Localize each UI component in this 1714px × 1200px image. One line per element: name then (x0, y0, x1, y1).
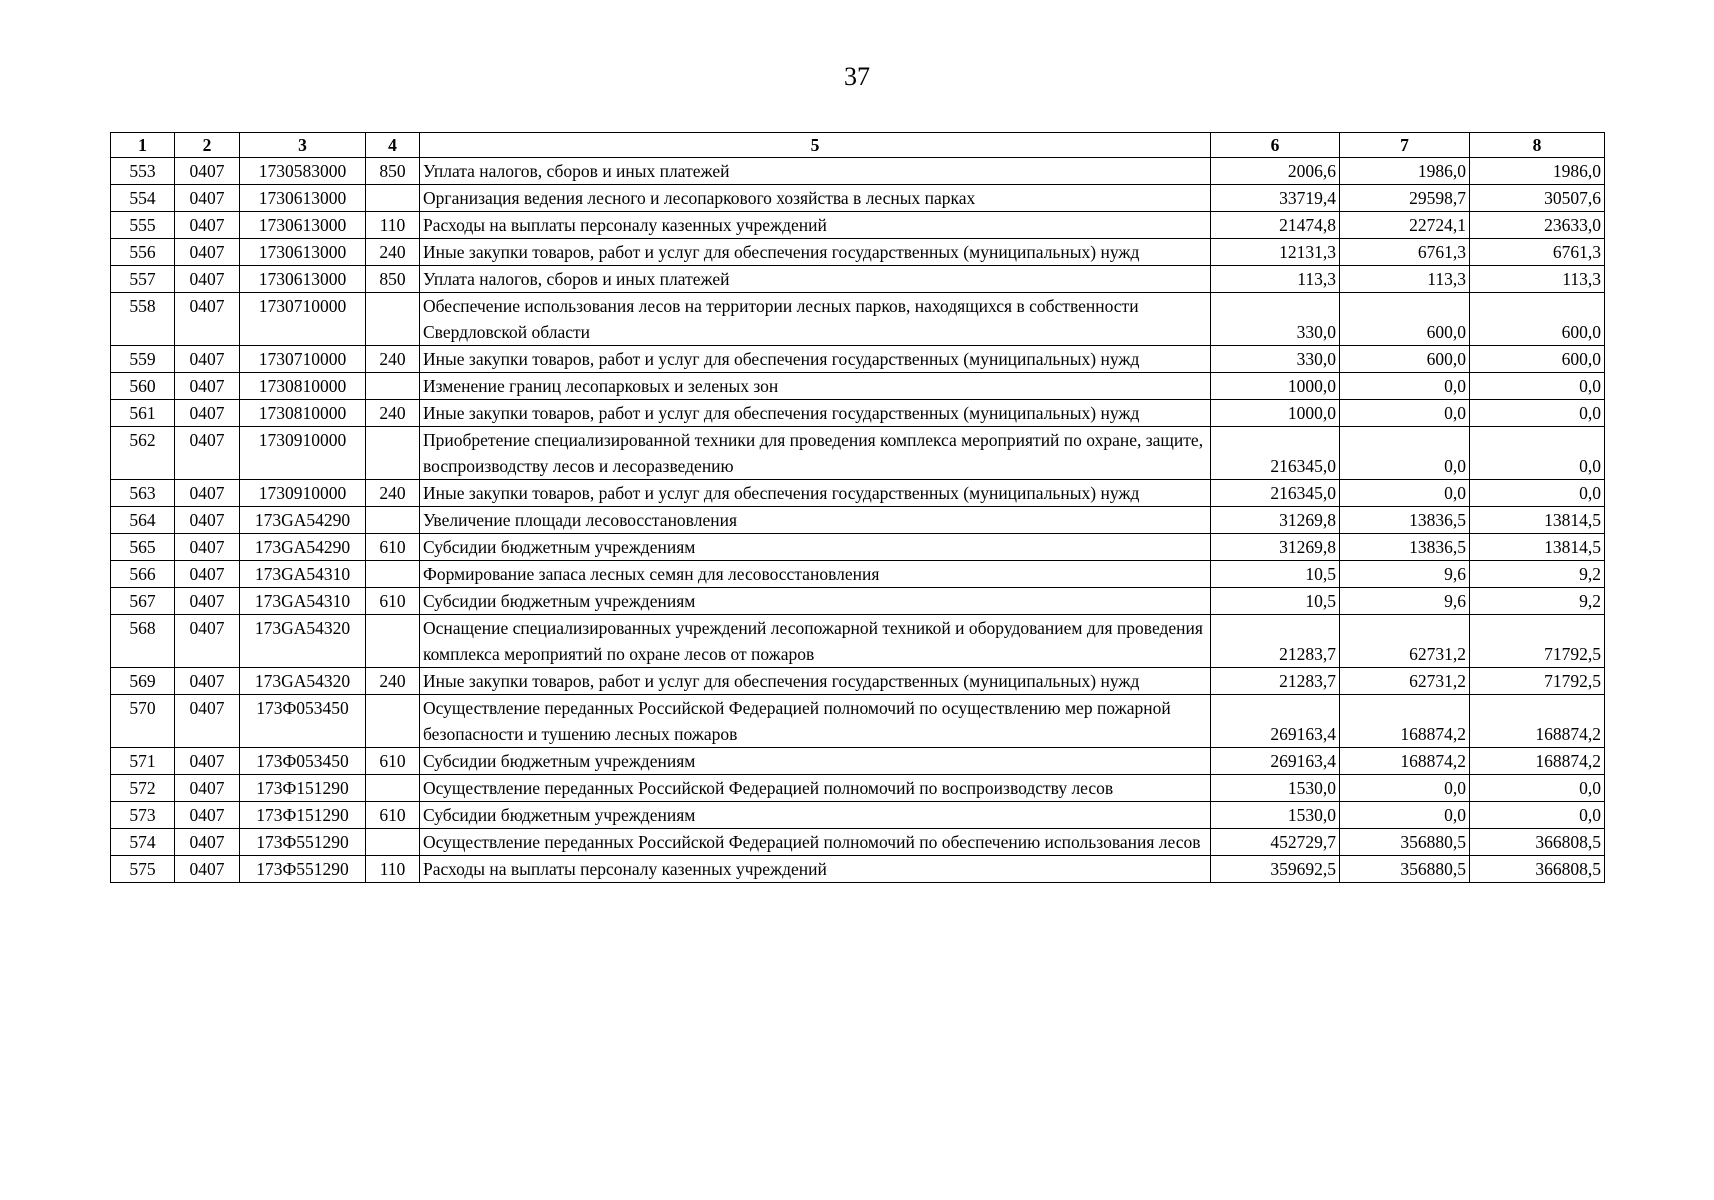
row-number: 564 (111, 507, 175, 534)
table-row (111, 775, 1605, 802)
item-name: Иные закупки товаров, работ и услуг для обеспечения государственных (муниципальных) нужд (420, 239, 1211, 266)
amount-col-8: 9,2 (1470, 588, 1605, 615)
section-code: 0407 (175, 775, 240, 802)
target-article-code: 1730613000 (240, 185, 366, 212)
amount-col-8: 366808,5 (1470, 856, 1605, 883)
amount-col-8: 13814,5 (1470, 507, 1605, 534)
amount-col-7: 600,0 (1340, 293, 1470, 346)
amount-col-8: 1986,0 (1470, 158, 1605, 185)
amount-col-8: 0,0 (1470, 480, 1605, 507)
item-name: Расходы на выплаты персоналу казенных учреждений (420, 856, 1211, 883)
amount-col-8: 71792,5 (1470, 615, 1605, 668)
section-code: 0407 (175, 829, 240, 856)
expense-type-code (366, 829, 420, 856)
amount-col-6: 31269,8 (1211, 534, 1340, 561)
target-article-code: 173GA54310 (240, 588, 366, 615)
section-code: 0407 (175, 293, 240, 346)
section-code: 0407 (175, 668, 240, 695)
expense-type-code: 850 (366, 266, 420, 293)
amount-col-6: 21474,8 (1211, 212, 1340, 239)
amount-col-8: 0,0 (1470, 400, 1605, 427)
table-row (111, 534, 1605, 561)
item-name: Иные закупки товаров, работ и услуг для обеспечения государственных (муниципальных) нужд (420, 346, 1211, 373)
expense-type-code (366, 561, 420, 588)
amount-col-7: 168874,2 (1340, 748, 1470, 775)
item-name: Формирование запаса лесных семян для лесовосстановления (420, 561, 1211, 588)
amount-col-6: 330,0 (1211, 293, 1340, 346)
amount-col-7: 0,0 (1340, 480, 1470, 507)
table-row (111, 158, 1605, 185)
table-row (111, 856, 1605, 883)
expense-type-code: 610 (366, 534, 420, 561)
table-row (111, 480, 1605, 507)
target-article-code: 173GA54310 (240, 561, 366, 588)
expense-type-code (366, 507, 420, 534)
table-row (111, 748, 1605, 775)
item-name: Осуществление переданных Российской Федерацией полномочий по обеспечению использования лесов (420, 829, 1211, 856)
amount-col-6: 10,5 (1211, 561, 1340, 588)
target-article-code: 173GA54320 (240, 668, 366, 695)
item-name: Уплата налогов, сборов и иных платежей (420, 266, 1211, 293)
amount-col-8: 366808,5 (1470, 829, 1605, 856)
amount-col-7: 62731,2 (1340, 668, 1470, 695)
row-number: 573 (111, 802, 175, 829)
amount-col-6: 269163,4 (1211, 748, 1340, 775)
amount-col-8: 9,2 (1470, 561, 1605, 588)
amount-col-7: 22724,1 (1340, 212, 1470, 239)
amount-col-8: 30507,6 (1470, 185, 1605, 212)
section-code: 0407 (175, 158, 240, 185)
expense-type-code: 610 (366, 588, 420, 615)
amount-col-7: 9,6 (1340, 588, 1470, 615)
amount-col-7: 13836,5 (1340, 534, 1470, 561)
expense-type-code: 240 (366, 239, 420, 266)
expense-type-code (366, 695, 420, 748)
section-code: 0407 (175, 373, 240, 400)
amount-col-6: 216345,0 (1211, 480, 1340, 507)
amount-col-6: 113,3 (1211, 266, 1340, 293)
row-number: 568 (111, 615, 175, 668)
amount-col-7: 62731,2 (1340, 615, 1470, 668)
section-code: 0407 (175, 212, 240, 239)
table-row (111, 212, 1605, 239)
expense-type-code (366, 427, 420, 480)
item-name: Расходы на выплаты персоналу казенных учреждений (420, 212, 1211, 239)
section-code: 0407 (175, 802, 240, 829)
row-number: 569 (111, 668, 175, 695)
target-article-code: 1730710000 (240, 346, 366, 373)
target-article-code: 1730910000 (240, 427, 366, 480)
item-name: Приобретение специализированной техники для проведения комплекса мероприятий по охране, защите, воспроизводству лесов и лесоразведению (420, 427, 1211, 480)
expense-type-code: 240 (366, 480, 420, 507)
table-row (111, 507, 1605, 534)
amount-col-7: 0,0 (1340, 400, 1470, 427)
expense-type-code (366, 293, 420, 346)
item-name: Обеспечение использования лесов на территории лесных парков, находящихся в собственности Свердловской области (420, 293, 1211, 346)
row-number: 563 (111, 480, 175, 507)
target-article-code: 173Ф151290 (240, 775, 366, 802)
expense-type-code: 850 (366, 158, 420, 185)
expense-type-code: 610 (366, 802, 420, 829)
amount-col-8: 6761,3 (1470, 239, 1605, 266)
table-row (111, 239, 1605, 266)
amount-col-8: 0,0 (1470, 373, 1605, 400)
row-number: 560 (111, 373, 175, 400)
table-row (111, 346, 1605, 373)
amount-col-6: 21283,7 (1211, 615, 1340, 668)
row-number: 558 (111, 293, 175, 346)
column-header: 5 (420, 133, 1211, 158)
amount-col-6: 269163,4 (1211, 695, 1340, 748)
target-article-code: 1730613000 (240, 239, 366, 266)
amount-col-8: 13814,5 (1470, 534, 1605, 561)
target-article-code: 1730810000 (240, 400, 366, 427)
section-code: 0407 (175, 695, 240, 748)
item-name: Осуществление переданных Российской Федерацией полномочий по осуществлению мер пожарной безопасности и тушению лесных пожаров (420, 695, 1211, 748)
section-code: 0407 (175, 615, 240, 668)
amount-col-7: 113,3 (1340, 266, 1470, 293)
row-number: 554 (111, 185, 175, 212)
table-row (111, 588, 1605, 615)
amount-col-8: 600,0 (1470, 293, 1605, 346)
item-name: Организация ведения лесного и лесопаркового хозяйства в лесных парках (420, 185, 1211, 212)
table-row (111, 266, 1605, 293)
target-article-code: 173Ф151290 (240, 802, 366, 829)
amount-col-7: 356880,5 (1340, 829, 1470, 856)
row-number: 571 (111, 748, 175, 775)
item-name: Иные закупки товаров, работ и услуг для обеспечения государственных (муниципальных) нужд (420, 480, 1211, 507)
amount-col-7: 13836,5 (1340, 507, 1470, 534)
amount-col-7: 9,6 (1340, 561, 1470, 588)
table-row (111, 668, 1605, 695)
amount-col-6: 1000,0 (1211, 373, 1340, 400)
section-code: 0407 (175, 748, 240, 775)
amount-col-8: 113,3 (1470, 266, 1605, 293)
amount-col-6: 2006,6 (1211, 158, 1340, 185)
amount-col-6: 1000,0 (1211, 400, 1340, 427)
row-number: 565 (111, 534, 175, 561)
expense-type-code: 110 (366, 212, 420, 239)
amount-col-8: 0,0 (1470, 802, 1605, 829)
section-code: 0407 (175, 185, 240, 212)
column-header: 4 (366, 133, 420, 158)
table-row (111, 427, 1605, 480)
target-article-code: 173Ф053450 (240, 748, 366, 775)
amount-col-7: 600,0 (1340, 346, 1470, 373)
row-number: 567 (111, 588, 175, 615)
table-row (111, 695, 1605, 748)
table-row (111, 561, 1605, 588)
amount-col-8: 23633,0 (1470, 212, 1605, 239)
budget-table (110, 132, 1605, 883)
table-row (111, 802, 1605, 829)
row-number: 575 (111, 856, 175, 883)
item-name: Иные закупки товаров, работ и услуг для обеспечения государственных (муниципальных) нужд (420, 668, 1211, 695)
section-code: 0407 (175, 400, 240, 427)
target-article-code: 1730710000 (240, 293, 366, 346)
row-number: 562 (111, 427, 175, 480)
section-code: 0407 (175, 561, 240, 588)
row-number: 556 (111, 239, 175, 266)
amount-col-8: 168874,2 (1470, 748, 1605, 775)
section-code: 0407 (175, 534, 240, 561)
amount-col-8: 0,0 (1470, 427, 1605, 480)
amount-col-6: 10,5 (1211, 588, 1340, 615)
table-row (111, 293, 1605, 346)
item-name: Оснащение специализированных учреждений лесопожарной техникой и оборудованием для проведения комплекса мероприятий по охране лесов от пожаров (420, 615, 1211, 668)
item-name: Субсидии бюджетным учреждениям (420, 588, 1211, 615)
target-article-code: 173GA54290 (240, 534, 366, 561)
amount-col-6: 1530,0 (1211, 775, 1340, 802)
section-code: 0407 (175, 239, 240, 266)
amount-col-6: 1530,0 (1211, 802, 1340, 829)
target-article-code: 173GA54320 (240, 615, 366, 668)
item-name: Субсидии бюджетным учреждениям (420, 748, 1211, 775)
target-article-code: 173GA54290 (240, 507, 366, 534)
expense-type-code: 110 (366, 856, 420, 883)
amount-col-6: 216345,0 (1211, 427, 1340, 480)
amount-col-6: 330,0 (1211, 346, 1340, 373)
expense-type-code: 610 (366, 748, 420, 775)
amount-col-8: 600,0 (1470, 346, 1605, 373)
table-row (111, 400, 1605, 427)
amount-col-6: 33719,4 (1211, 185, 1340, 212)
target-article-code: 1730613000 (240, 212, 366, 239)
table-row (111, 373, 1605, 400)
section-code: 0407 (175, 588, 240, 615)
row-number: 553 (111, 158, 175, 185)
row-number: 572 (111, 775, 175, 802)
amount-col-7: 0,0 (1340, 775, 1470, 802)
item-name: Иные закупки товаров, работ и услуг для обеспечения государственных (муниципальных) нужд (420, 400, 1211, 427)
row-number: 557 (111, 266, 175, 293)
amount-col-7: 1986,0 (1340, 158, 1470, 185)
column-header: 7 (1340, 133, 1470, 158)
amount-col-6: 31269,8 (1211, 507, 1340, 534)
expense-type-code: 240 (366, 668, 420, 695)
target-article-code: 173Ф053450 (240, 695, 366, 748)
section-code: 0407 (175, 856, 240, 883)
item-name: Субсидии бюджетным учреждениям (420, 534, 1211, 561)
table-row (111, 185, 1605, 212)
item-name: Субсидии бюджетным учреждениям (420, 802, 1211, 829)
target-article-code: 173Ф551290 (240, 856, 366, 883)
item-name: Осуществление переданных Российской Федерацией полномочий по воспроизводству лесов (420, 775, 1211, 802)
target-article-code: 1730613000 (240, 266, 366, 293)
row-number: 555 (111, 212, 175, 239)
table-header-row (111, 133, 1605, 158)
amount-col-7: 6761,3 (1340, 239, 1470, 266)
column-header: 6 (1211, 133, 1340, 158)
amount-col-6: 21283,7 (1211, 668, 1340, 695)
target-article-code: 173Ф551290 (240, 829, 366, 856)
target-article-code: 1730583000 (240, 158, 366, 185)
row-number: 561 (111, 400, 175, 427)
amount-col-7: 29598,7 (1340, 185, 1470, 212)
amount-col-8: 0,0 (1470, 775, 1605, 802)
section-code: 0407 (175, 266, 240, 293)
row-number: 570 (111, 695, 175, 748)
amount-col-6: 452729,7 (1211, 829, 1340, 856)
target-article-code: 1730810000 (240, 373, 366, 400)
expense-type-code: 240 (366, 346, 420, 373)
table-row (111, 615, 1605, 668)
row-number: 574 (111, 829, 175, 856)
amount-col-7: 0,0 (1340, 427, 1470, 480)
amount-col-7: 356880,5 (1340, 856, 1470, 883)
section-code: 0407 (175, 427, 240, 480)
row-number: 559 (111, 346, 175, 373)
table-row (111, 829, 1605, 856)
amount-col-8: 71792,5 (1470, 668, 1605, 695)
expense-type-code (366, 615, 420, 668)
amount-col-7: 168874,2 (1340, 695, 1470, 748)
column-header: 3 (240, 133, 366, 158)
item-name: Изменение границ лесопарковых и зеленых зон (420, 373, 1211, 400)
section-code: 0407 (175, 346, 240, 373)
amount-col-7: 0,0 (1340, 802, 1470, 829)
section-code: 0407 (175, 507, 240, 534)
item-name: Уплата налогов, сборов и иных платежей (420, 158, 1211, 185)
table-body (111, 158, 1605, 883)
column-header: 2 (175, 133, 240, 158)
amount-col-6: 12131,3 (1211, 239, 1340, 266)
expense-type-code (366, 185, 420, 212)
item-name: Увеличение площади лесовосстановления (420, 507, 1211, 534)
expense-type-code (366, 775, 420, 802)
column-header: 1 (111, 133, 175, 158)
row-number: 566 (111, 561, 175, 588)
amount-col-7: 0,0 (1340, 373, 1470, 400)
column-header: 8 (1470, 133, 1605, 158)
page-number: 37 (844, 62, 870, 91)
expense-type-code (366, 373, 420, 400)
target-article-code: 1730910000 (240, 480, 366, 507)
section-code: 0407 (175, 480, 240, 507)
expense-type-code: 240 (366, 400, 420, 427)
amount-col-6: 359692,5 (1211, 856, 1340, 883)
amount-col-8: 168874,2 (1470, 695, 1605, 748)
